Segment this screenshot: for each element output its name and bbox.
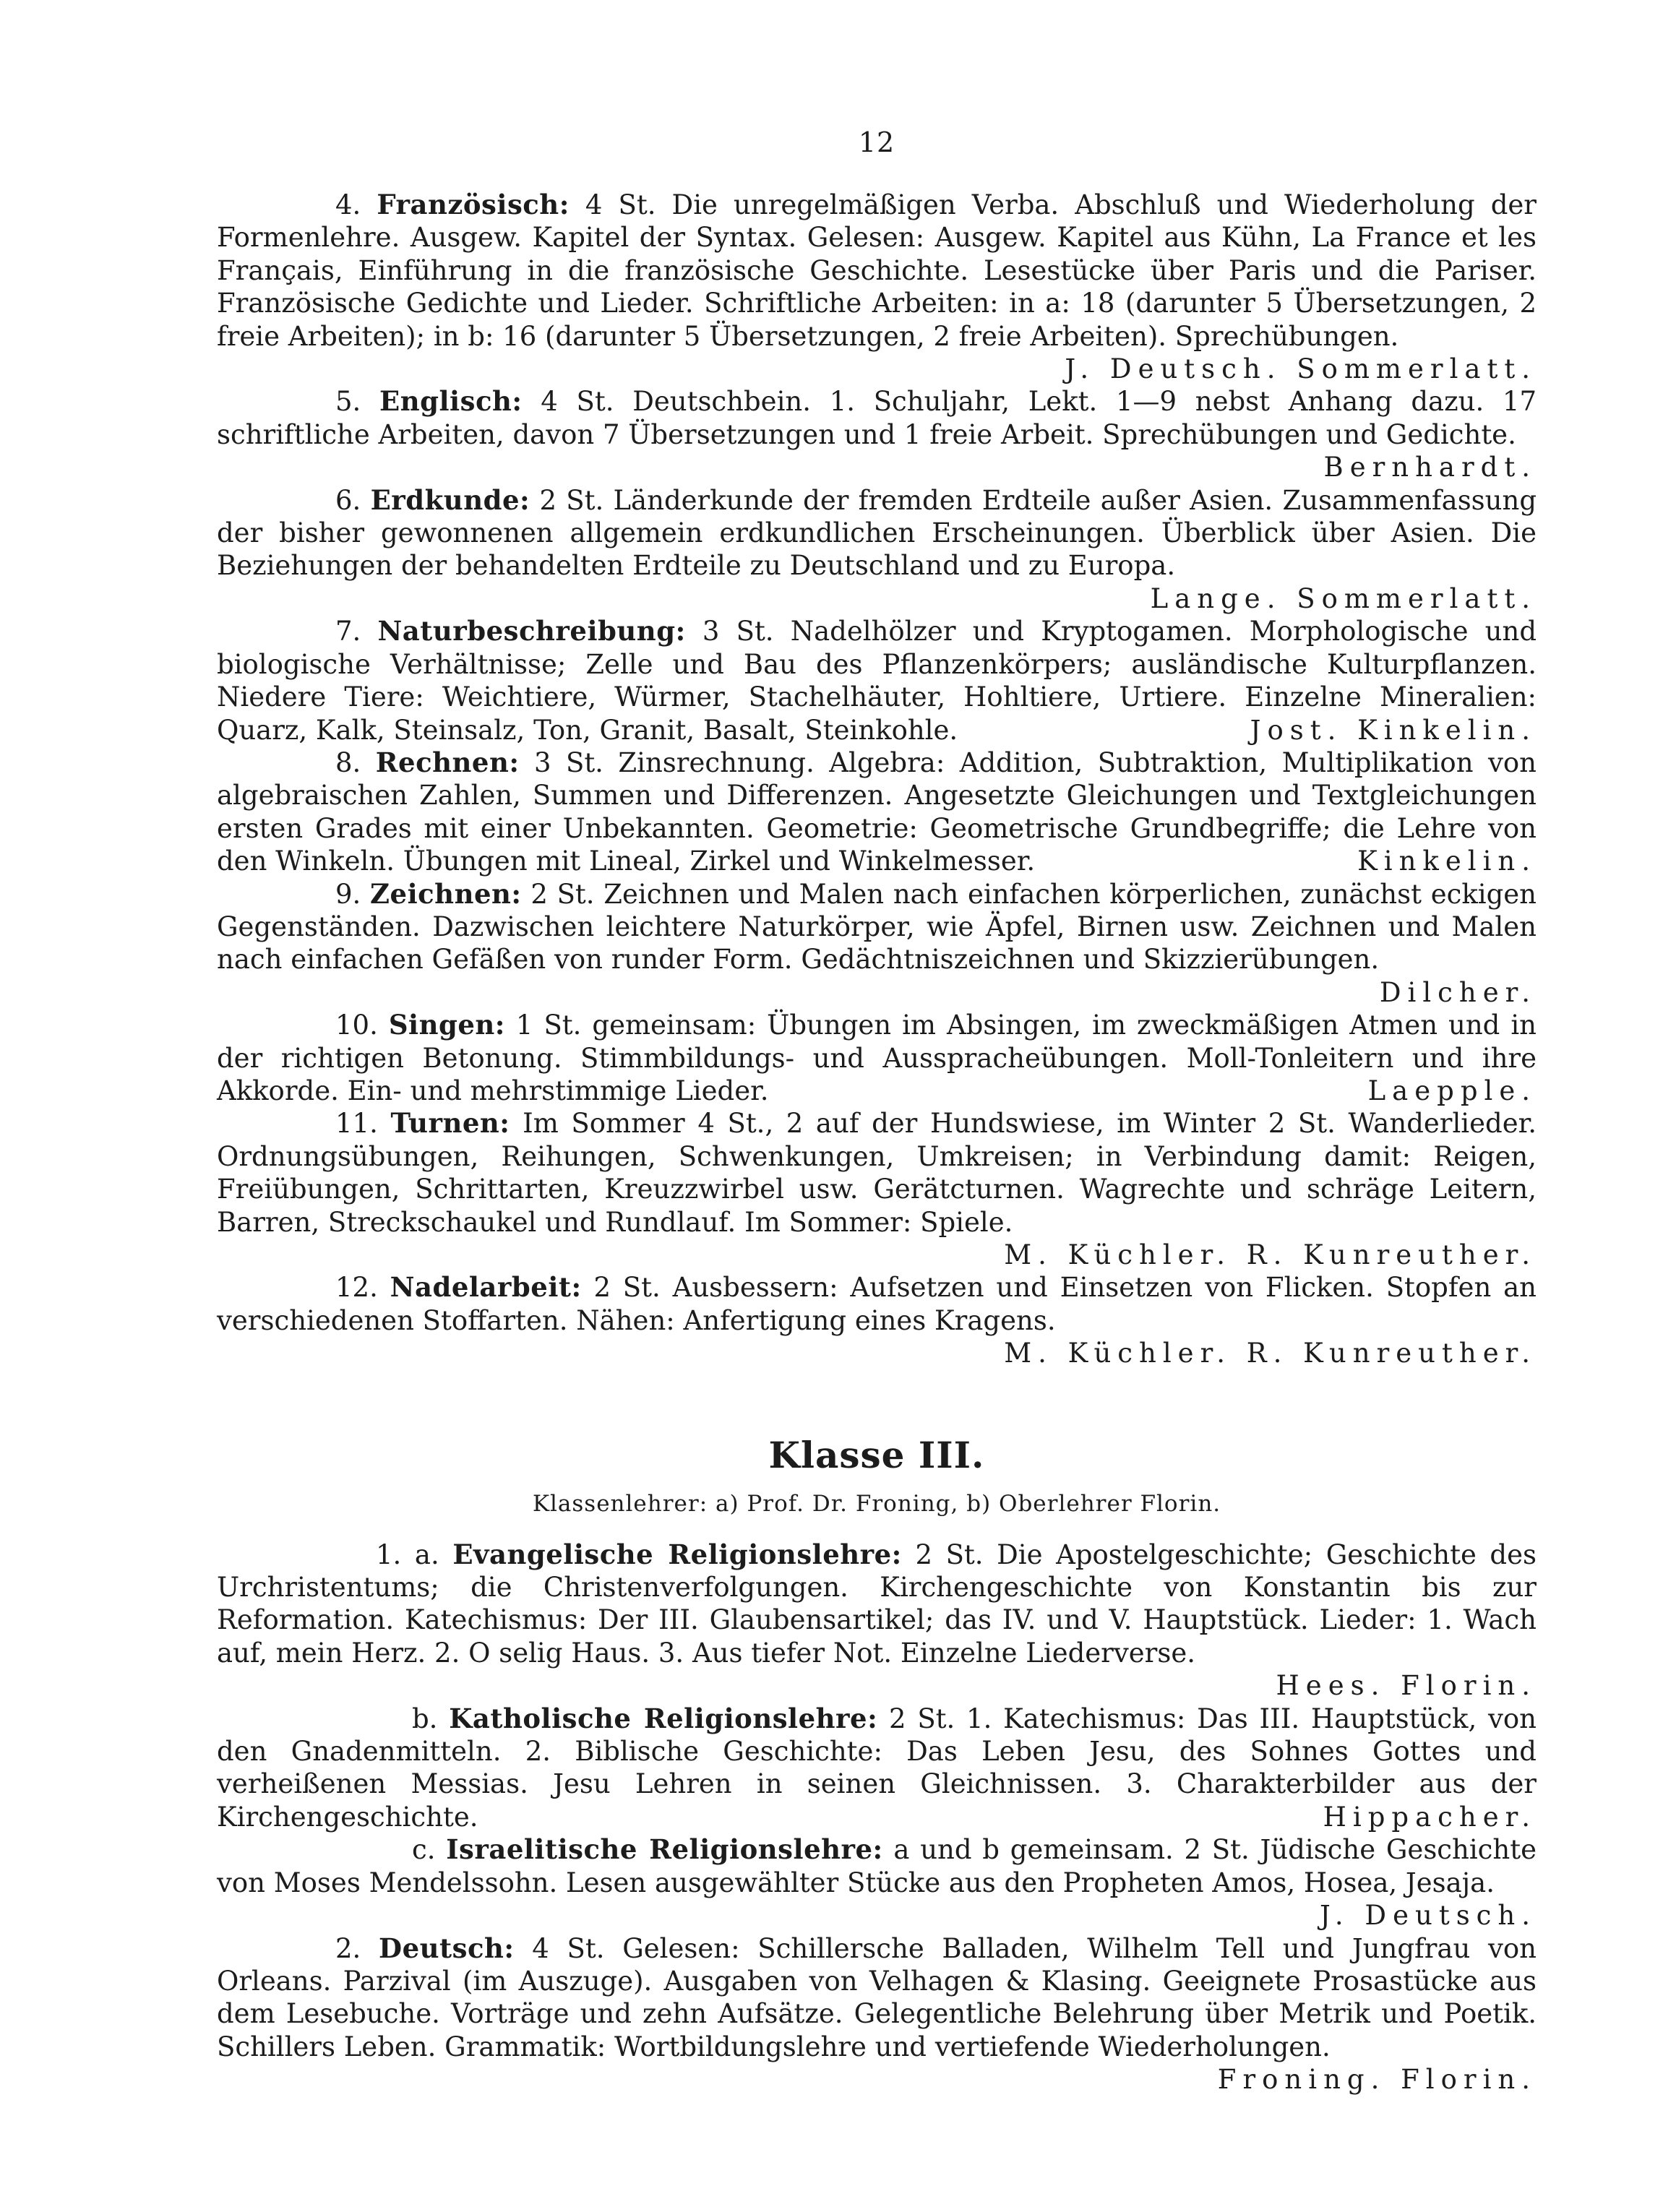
subject-title: Deutsch: — [379, 1932, 515, 1964]
teacher-names: M. Küchler. R. Kunreuther. — [1004, 1239, 1537, 1270]
section-klasse-iii-subjects — [217, 1538, 1537, 2096]
subject-entry-deutsch — [217, 1932, 1537, 2096]
page-number: 12 — [858, 126, 895, 158]
entry-number: 9. — [335, 878, 361, 910]
subject-entry-katholische-religionslehre — [217, 1703, 1537, 1834]
subject-title: Rechnen: — [375, 746, 520, 778]
teacher-names: Froning. Florin. — [1217, 2064, 1537, 2096]
entry-number: 5. — [335, 386, 361, 418]
teacher-names: Lange. Sommerlatt. — [1150, 582, 1537, 614]
entry-number: 10. — [335, 1010, 378, 1041]
teacher-names: M. Küchler. R. Kunreuther. — [1004, 1338, 1537, 1369]
subject-title: Englisch: — [379, 385, 523, 418]
teacher-names: Hees. Florin. — [1276, 1670, 1537, 1702]
subject-entry-turnen — [217, 1107, 1537, 1271]
entry-text: Im Sommer 4 St., 2 auf der Hundswiese, im Winter 2 St. Wanderlieder. Ordnungsübungen, Reihungen, Schwenkungen, Umkreisen; in Verbindung damit: Reigen, Freiübungen, Schrittarten, Kreuzzwirbel usw. Gerätcturnen. Wagrechte und schräge Leitern, Barren, Streckschaukel und Rundlauf. Im Sommer: Spiele. — [217, 1108, 1537, 1238]
subject-entry-rechnen — [217, 746, 1537, 878]
entry-text: 2 St. 1. Katechismus: Das III. Hauptstück, von den Gnadenmitteln. 2. Biblische Geschichte: Das Leben Jesu, des Sohnes Gottes und verheißenen Messias. Jesu Lehren in seinen Gleichnissen. 3. Charakterbilder aus der Kirchengeschichte. — [217, 1703, 1537, 1833]
entry-text: 2 St. Länderkunde der fremden Erdteile außer Asien. Zusammenfassung der bisher gewonnenen allgemein erdkundlichen Erscheinungen. Überblick über Asien. Die Beziehungen der behandelten Erdteile zu Deutschland und zu Europa. — [217, 484, 1537, 582]
subject-title: Turnen: — [390, 1107, 510, 1140]
entry-number: 8. — [335, 746, 361, 778]
subject-title: Nadelarbeit: — [390, 1271, 582, 1304]
subject-entry-naturbeschreibung — [217, 615, 1537, 746]
entry-text: 1 St. gemeinsam: Übungen im Absingen, im zweckmäßigen Atmen und in der richtigen Betonung. Stimmbildungs- und Ausspracheübungen. Moll-Tonleitern und ihre Akkorde. Ein- und mehrstimmige Lieder. — [217, 1010, 1537, 1106]
entry-text: 2 St. Die Apostelgeschichte; Geschichte des Urchristentums; die Christenverfolgungen. Kirchengeschichte von Konstantin bis zur Reformation. Katechismus: Der III. Glaubensartikel; das IV. und V. Hauptstück. Lieder: 1. Wach auf, mein Herz. 2. O selig Haus. 3. Aus tiefer Not. Einzelne Liederverse. — [217, 1538, 1537, 1669]
entry-number: 1. a. — [376, 1538, 439, 1570]
entry-text: 2 St. Zeichnen und Malen nach einfachen körperlichen, zunächst eckigen Gegenständen. Dazwischen leichtere Naturkörper, wie Äpfel, Birnen usw. Zeichnen und Malen nach einfachen Gefäßen von runder Form. Gedächtniszeichnen und Skizzierübungen. — [217, 878, 1537, 976]
subject-title: Evangelische Religionslehre: — [452, 1538, 902, 1570]
entry-number: 2. — [335, 1932, 361, 1964]
subject-entry-nadelarbeit — [217, 1271, 1537, 1369]
subject-title: Zeichnen: — [370, 877, 522, 910]
teacher-names: Kinkelin. — [1357, 845, 1537, 877]
subject-entry-singen — [217, 1009, 1537, 1107]
subject-entry-erdkunde — [217, 484, 1537, 616]
teacher-names: Laepple. — [1367, 1075, 1537, 1106]
subject-title: Französisch: — [377, 189, 570, 220]
teacher-names: Hippacher. — [1323, 1801, 1537, 1833]
entry-text: 3 St. Nadelhölzer und Kryptogamen. Morphologische und biologische Verhältnisse; Zelle und Bau des Pflanzenkörpers; ausländische Kulturpflanzen. Niedere Tiere: Weichtiere, Würmer, Stachelhäuter, Hohltiere, Urtiere. Einzelne Mineralien: Quarz, Kalk, Steinsalz, Ton, Granit, Basalt, Steinkohle. — [217, 616, 1537, 746]
subject-title: Naturbeschreibung: — [377, 615, 686, 647]
subject-title: Katholische Religionslehre: — [449, 1702, 878, 1734]
entry-number: 12. — [335, 1272, 378, 1304]
subject-title: Erdkunde: — [370, 483, 530, 516]
entry-text: 4 St. Deutschbein. 1. Schuljahr, Lekt. 1—9 nebst Anhang dazu. 17 schriftliche Arbeiten, davon 7 Übersetzungen und 1 freie Arbeit. Sprechübungen und Gedichte. — [217, 386, 1537, 450]
section-klasse-iv-subjects — [217, 189, 1537, 1370]
entry-number: c. — [412, 1834, 436, 1866]
entry-text: 4 St. Die unregelmäßigen Verba. Abschluß und Wiederholung der Formenlehre. Ausgew. Kapitel der Syntax. Gelesen: Ausgew. Kapitel aus Kühn, La France et les Français, Einführung in die französische Geschichte. Lesestücke über Paris und die Pariser. Französische Gedichte und Lieder. Schriftliche Arbeiten: in a: 18 (darunter 5 Übersetzungen, 2 freie Arbeiten); in b: 16 (darunter 5 Übersetzungen, 2 freie Arbeiten). Sprechübungen. — [217, 189, 1537, 352]
entry-text: 2 St. Ausbessern: Aufsetzen und Einsetzen von Flicken. Stopfen an verschiedenen Stoffarten. Nähen: Anfertigung eines Kragens. — [217, 1272, 1537, 1336]
subject-entry-zeichnen — [217, 878, 1537, 1010]
entry-number: b. — [412, 1703, 438, 1734]
teacher-names: Jost. Kinkelin. — [1250, 714, 1537, 746]
teacher-names: Dilcher. — [1379, 976, 1537, 1008]
teacher-names: Bernhardt. — [1323, 452, 1537, 483]
subject-title: Israelitische Religionslehre: — [446, 1833, 883, 1866]
entry-number: 7. — [335, 616, 361, 647]
teacher-names: J. Deutsch. Sommerlatt. — [1065, 353, 1537, 385]
entry-number: 4. — [335, 189, 361, 220]
class-teachers-line: Klassenlehrer: a) Prof. Dr. Froning, b) Oberlehrer Florin. — [532, 1490, 1221, 1517]
entry-number: 6. — [335, 484, 361, 516]
subject-entry-israelitische-religionslehre — [217, 1833, 1537, 1932]
entry-text: 4 St. Gelesen: Schillersche Balladen, Wilhelm Tell und Jungfrau von Orleans. Parzival (im Auszuge). Ausgaben von Velhagen & Klasing. Geeignete Prosastücke aus dem Lesebuche. Vorträge und zehn Aufsätze. Gelegentliche Belehrung über Metrik und Poetik. Schillers Leben. Grammatik: Wortbildungslehre und vertiefende Wiederholungen. — [217, 1932, 1537, 2062]
subject-entry-franzoesisch — [217, 189, 1537, 385]
entry-text: a und b gemeinsam. 2 St. Jüdische Geschichte von Moses Mendelssohn. Lesen ausgewählter Stücke aus den Propheten Amos, Hosea, Jesaja. — [217, 1834, 1537, 1898]
subject-title: Singen: — [388, 1009, 505, 1041]
subject-entry-evangelische-religionslehre — [217, 1538, 1537, 1703]
teacher-names: J. Deutsch. — [1319, 1900, 1537, 1932]
entry-number: 11. — [335, 1108, 378, 1140]
entry-text: 3 St. Zinsrechnung. Algebra: Addition, Subtraktion, Multiplikation von algebraischen Zahlen, Summen und Differenzen. Angesetzte Gleichungen und Textgleichungen ersten Grades mit einer Unbekannten. Geometrie: Geometrische Grundbegriffe; die Lehre von den Winkeln. Übungen mit Lineal, Zirkel und Winkelmesser. — [217, 746, 1537, 877]
class-heading: Klasse III. — [768, 1433, 985, 1476]
subject-entry-englisch — [217, 385, 1537, 483]
